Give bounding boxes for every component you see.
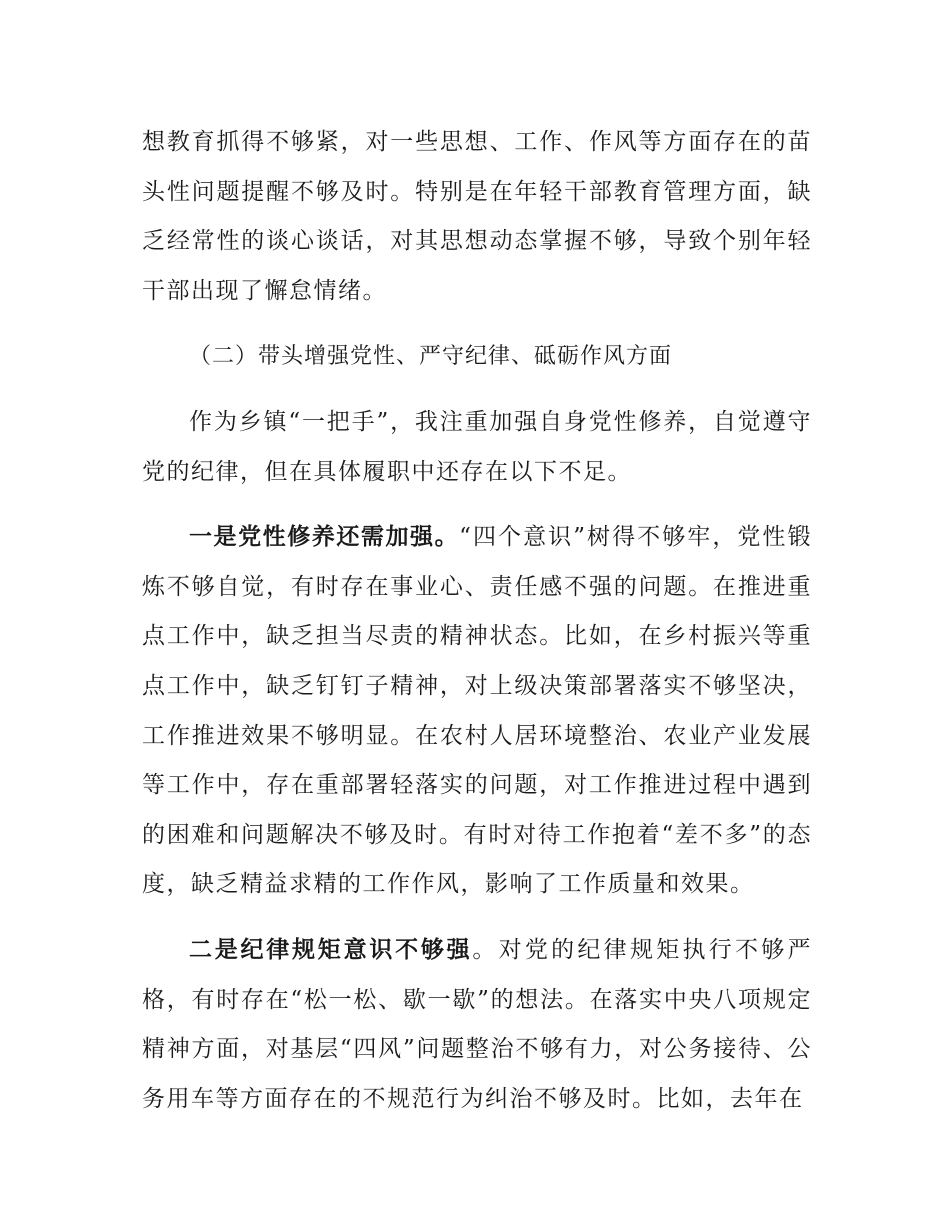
paragraph-party-spirit xyxy=(142,513,812,910)
paragraph-body-1: “四个意识”树得不够牢，党性锻炼不够自觉，有时存在事业心、责任感不强的问题。在推进重点工作中，缺乏担当尽责的精神状态。比如，在乡村振兴等重点工作中，缺乏钉钉子精神，对上级决策部署落实不够坚决，工作推进效果不够明显。在农村人居环境整治、农业产业发展等工作中，存在重部署轻落实的问题，对工作推进过程中遇到的困难和问题解决不够及时。有时对待工作抱着“差不多”的态度，缺乏精益求精的工作作风，影响了工作质量和效果。 xyxy=(142,524,812,898)
paragraph-body-2: 。对党的纪律规矩执行不够严格，有时存在“松一松、歇一歇”的想法。在落实中央八项规定精神方面，对基层“四风”问题整治不够有力，对公务接待、公务用车等方面存在的不规范行为纠治不够及时。比如，去年在 xyxy=(142,936,813,1112)
paragraph-lead-1: 一是党性修养还需加强。 xyxy=(189,524,460,551)
paragraph-continuation: 想教育抓得不够紧，对一些思想、工作、作风等方面存在的苗头性问题提醒不够及时。特别是在年轻干部教育管理方面，缺乏经常性的谈心谈话，对其思想动态掌握不够，导致个别年轻干部出现了懈怠情绪。 xyxy=(142,129,812,304)
paragraph-intro: 作为乡镇“一把手”，我注重加强自身党性修养，自觉遵守党的纪律，但在具体履职中还存在以下不足。 xyxy=(142,408,812,485)
paragraph-lead-2: 二是纪律规矩意识不够强 xyxy=(189,936,473,963)
section-heading: （二）带头增强党性、严守纪律、砥砺作风方面 xyxy=(189,344,673,370)
document-page xyxy=(142,118,812,1124)
paragraph-discipline xyxy=(142,926,812,1124)
